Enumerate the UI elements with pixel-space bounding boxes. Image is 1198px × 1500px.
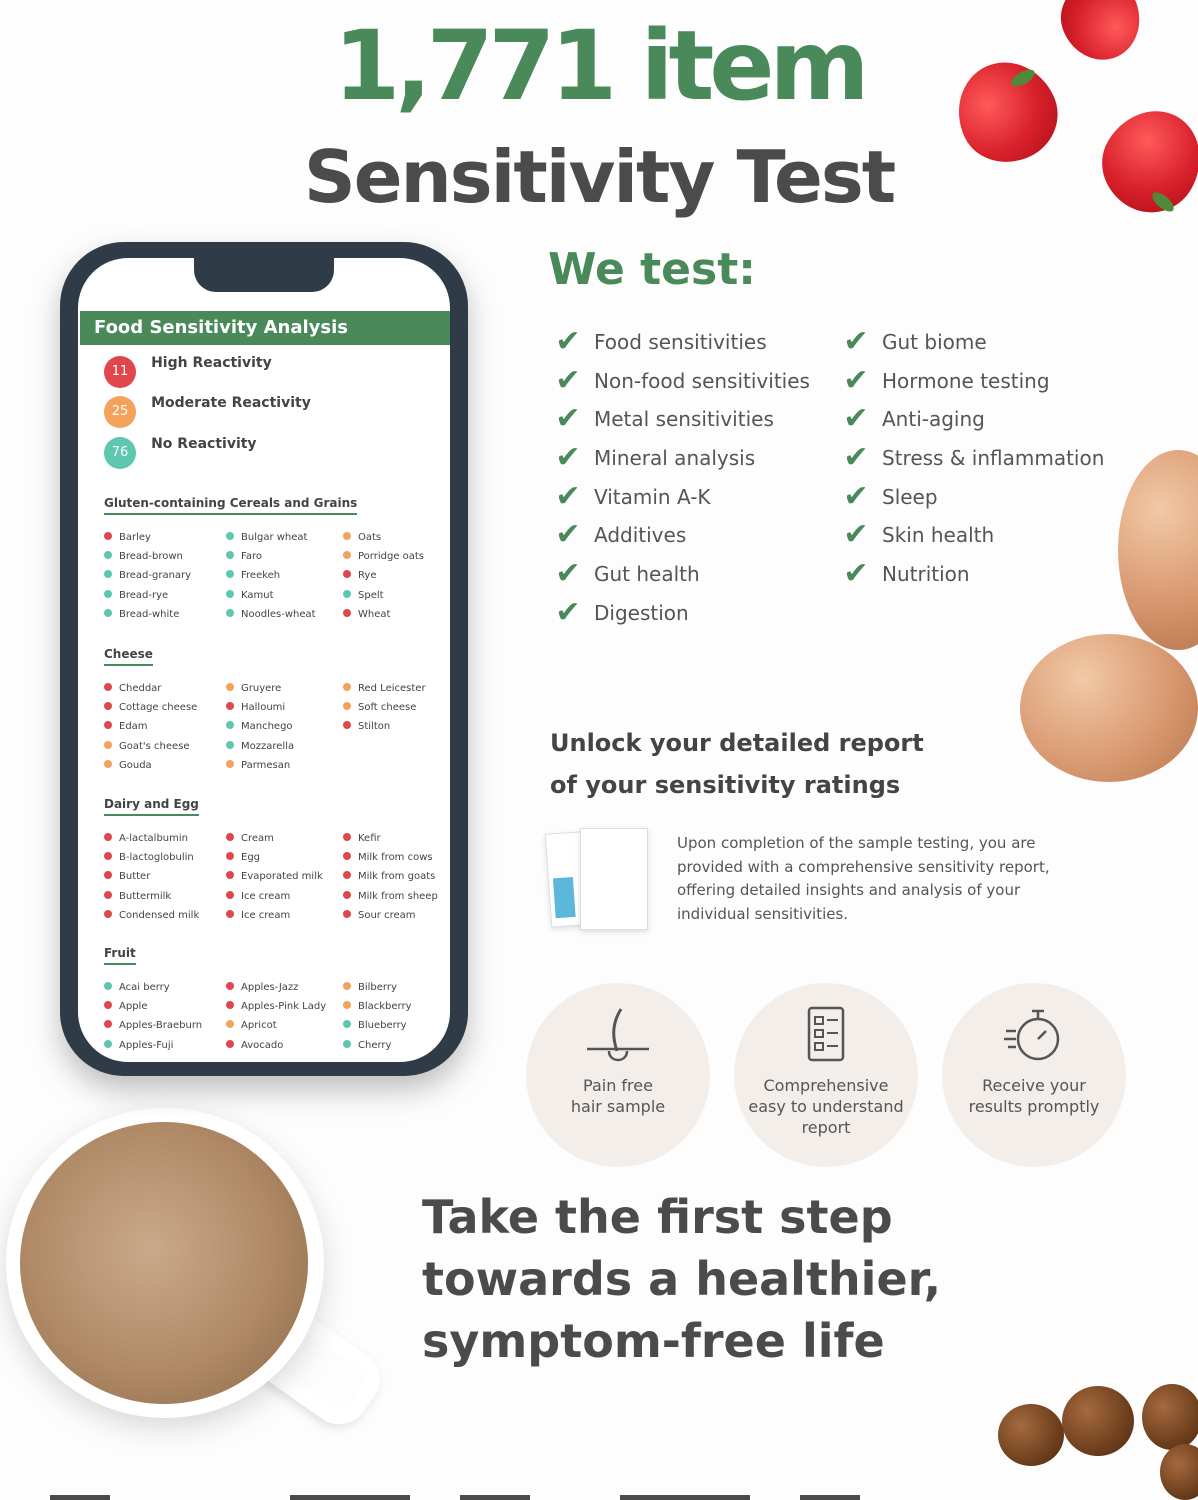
food-item-name: Kefir (358, 833, 381, 844)
food-item (343, 887, 438, 906)
food-item-name: Mozzarella (241, 740, 295, 752)
reactivity-dot (104, 683, 112, 691)
test-item (840, 516, 1104, 555)
hair-icon (526, 1005, 710, 1073)
cutoff-text-decoration (40, 1488, 880, 1500)
reactivity-dot (104, 532, 112, 540)
app-header: Food Sensitivity Analysis (80, 311, 450, 345)
food-item (226, 887, 290, 906)
reactivity-dot (226, 721, 234, 729)
report-description: Upon completion of the sample testing, you are provided with a comprehensive sensitivity report, offering detailed insights and analysis of your individual sensitivities. (677, 834, 1050, 923)
test-item (840, 478, 1104, 517)
food-item (104, 566, 191, 585)
reactivity-dot (343, 1020, 351, 1028)
food-item-name: Bilberry (358, 982, 397, 993)
food-item (343, 679, 426, 698)
reactivity-dot (343, 702, 351, 710)
high-reactivity-label: High Reactivity (151, 354, 272, 371)
feature-hair-sample (526, 983, 710, 1167)
reactivity-dot (226, 683, 234, 691)
food-item-name: Bread-rye (119, 589, 169, 601)
food-item (226, 1016, 277, 1035)
test-item-label: Hormone testing (882, 368, 1050, 393)
tagline-line-3: symptom-free life (422, 1314, 885, 1368)
food-item (226, 547, 262, 566)
food-item (343, 528, 381, 547)
reactivity-dot (104, 570, 112, 578)
food-item-name: Kamut (241, 589, 274, 601)
food-item (226, 679, 281, 698)
food-item (343, 829, 381, 848)
reactivity-dot (226, 982, 234, 990)
test-item-label: Metal sensitivities (594, 407, 774, 432)
food-item-name: Buttermilk (119, 890, 172, 902)
food-item (104, 997, 147, 1016)
food-item-name: Sour cream (358, 909, 416, 921)
reactivity-dot (343, 721, 351, 729)
food-item-name: Apples-Fuji (119, 1039, 174, 1051)
reactivity-dot (104, 741, 112, 749)
food-item-name: Rye (358, 570, 377, 582)
food-item (104, 1036, 173, 1055)
report-icon (734, 1005, 918, 1069)
food-item-name: Edam (119, 721, 148, 733)
reactivity-dot (104, 721, 112, 729)
food-item-name: Bread-granary (119, 570, 192, 582)
reactivity-dot (343, 609, 351, 617)
test-item (552, 594, 810, 633)
food-item-name: Stilton (358, 721, 391, 733)
food-item (104, 829, 188, 848)
headline-count: 1,771 item (333, 10, 865, 122)
food-item (104, 547, 183, 566)
test-item (840, 323, 1104, 362)
food-item (343, 978, 397, 997)
checkmark-icon: ✔ (555, 478, 581, 514)
checkmark-icon: ✔ (555, 556, 581, 592)
food-item-name: Apples-Braeburn (119, 1020, 203, 1032)
section-title: Fruit (104, 946, 136, 965)
test-item (840, 439, 1104, 478)
checkmark-icon: ✔ (843, 556, 869, 592)
food-item-name: Cream (241, 833, 274, 844)
egg-image (1118, 450, 1198, 650)
reactivity-dot (226, 760, 234, 768)
food-item (343, 1016, 407, 1035)
food-item-name: Gruyere (241, 683, 282, 694)
no-reactivity-label: No Reactivity (151, 435, 257, 452)
food-item-name: Noodles-wheat (241, 608, 316, 620)
we-test-title: We test: (548, 244, 756, 295)
reactivity-dot (104, 833, 112, 841)
food-item (104, 717, 148, 736)
report-thumbnail-image (546, 826, 650, 932)
test-item (552, 439, 810, 478)
test-item-label: Sleep (882, 484, 938, 509)
test-item-label: Nutrition (882, 562, 970, 587)
section-title: Dairy and Egg (104, 797, 199, 816)
reactivity-dot (226, 609, 234, 617)
test-item-label: Gut biome (882, 330, 987, 354)
reactivity-dot (226, 871, 234, 879)
feature-hair-text (536, 1075, 700, 1117)
food-item (343, 717, 390, 736)
food-item-name: Egg (241, 852, 261, 864)
food-item-name: Milk from cows (358, 852, 433, 864)
food-item-name: Butter (119, 871, 151, 883)
food-item-name: A-lactalbumin (119, 833, 189, 844)
food-item-name: Apricot (241, 1020, 277, 1032)
food-item (226, 997, 326, 1016)
food-item (104, 978, 170, 997)
food-item-name: Ice cream (241, 909, 291, 921)
food-item (226, 605, 316, 624)
test-item (552, 323, 810, 362)
test-item-label: Mineral analysis (594, 446, 756, 471)
reactivity-dot (226, 891, 234, 899)
reactivity-dot (343, 1040, 351, 1048)
egg-image (1020, 634, 1198, 782)
food-item (343, 547, 424, 566)
food-item (226, 737, 294, 756)
food-item (226, 829, 274, 848)
reactivity-dot (104, 982, 112, 990)
reactivity-dot (104, 702, 112, 710)
reactivity-dot (104, 910, 112, 918)
food-item (226, 528, 307, 547)
checkmark-icon: ✔ (843, 517, 869, 553)
food-item (104, 679, 161, 698)
food-item (226, 717, 293, 736)
reactivity-dot (343, 982, 351, 990)
food-item-name: Bulgar wheat (241, 532, 308, 543)
test-item-label: Non-food sensitivities (594, 368, 810, 393)
reactivity-dot (104, 871, 112, 879)
food-item (226, 906, 290, 925)
food-item (104, 528, 151, 547)
coffee-surface (20, 1122, 308, 1404)
reactivity-dot (226, 741, 234, 749)
food-item (343, 848, 433, 867)
food-item-name: Cherry (358, 1039, 392, 1051)
food-item-name: Blackberry (358, 1001, 412, 1013)
feature-report-text (744, 1075, 908, 1138)
checkmark-icon: ✔ (555, 594, 581, 630)
food-item-name: Porridge oats (358, 551, 425, 563)
food-item-name: Cheddar (119, 683, 162, 694)
food-item (104, 586, 168, 605)
tagline (422, 1186, 941, 1372)
no-reactivity-badge: 76 (104, 437, 136, 469)
food-item (343, 605, 390, 624)
headline-title: Sensitivity Test (303, 135, 895, 219)
food-item (104, 887, 171, 906)
food-item (226, 1036, 283, 1055)
food-item-name: Manchego (241, 721, 293, 733)
reactivity-dot (226, 532, 234, 540)
food-item-name: Cottage cheese (119, 702, 198, 714)
feature-report-line-3: report (801, 1118, 851, 1137)
food-item-name: Ice cream (241, 890, 291, 902)
checkmark-icon: ✔ (555, 517, 581, 553)
checkmark-icon: ✔ (843, 440, 869, 476)
reactivity-dot (104, 1020, 112, 1028)
unlock-heading (550, 722, 924, 806)
food-item-name: Barley (119, 532, 151, 543)
food-item-name: Evaporated milk (241, 871, 323, 883)
test-item (552, 516, 810, 555)
test-item (552, 400, 810, 439)
feature-results (942, 983, 1126, 1167)
tagline-line-2: towards a healthier, (422, 1252, 942, 1306)
reactivity-dot (226, 702, 234, 710)
reactivity-dot (343, 1001, 351, 1009)
reactivity-dot (104, 1001, 112, 1009)
food-item (104, 1016, 202, 1035)
food-item (226, 698, 285, 717)
food-sections (104, 0, 444, 1060)
food-item-name: Condensed milk (119, 909, 200, 921)
test-item-label: Food sensitivities (594, 330, 767, 354)
food-item (226, 566, 280, 585)
test-item (552, 555, 810, 594)
hazelnut-image (1160, 1444, 1198, 1500)
food-item-name: Red Leicester (358, 683, 426, 694)
food-item-name: Milk from goats (358, 871, 436, 883)
food-item (226, 867, 323, 886)
reactivity-dot (104, 1040, 112, 1048)
moderate-reactivity-label: Moderate Reactivity (151, 394, 311, 411)
checkmark-icon: ✔ (843, 324, 869, 359)
checkmark-icon: ✔ (555, 401, 581, 437)
hazelnut-image (1142, 1384, 1198, 1450)
food-item-name: Apples-Jazz (241, 982, 299, 993)
food-item-name: Wheat (358, 608, 391, 620)
test-item-label: Skin health (882, 523, 995, 548)
test-list-right (840, 323, 1104, 594)
test-item-label: Stress & inflammation (882, 446, 1105, 471)
feature-report-line-2: easy to understand (748, 1097, 904, 1116)
stopwatch-icon (942, 1005, 1126, 1069)
test-item-label: Gut health (594, 562, 700, 587)
food-item-name: Parmesan (241, 759, 291, 771)
hazelnut-image (998, 1404, 1064, 1466)
test-item-label: Vitamin A-K (594, 484, 711, 509)
test-item (840, 362, 1104, 401)
reactivity-dot (343, 910, 351, 918)
reactivity-dot (226, 551, 234, 559)
reactivity-dot (343, 570, 351, 578)
reactivity-dot (343, 683, 351, 691)
food-item (104, 698, 197, 717)
food-item (104, 848, 194, 867)
food-item (343, 997, 412, 1016)
unlock-line-2: of your sensitivity ratings (550, 771, 901, 799)
food-item-name: Faro (241, 551, 262, 563)
food-item (226, 848, 260, 867)
feature-results-text (952, 1075, 1116, 1117)
food-item-name: Freekeh (241, 570, 281, 582)
test-item-label: Digestion (594, 600, 689, 625)
reactivity-dot (343, 891, 351, 899)
feature-report-line-1: Comprehensive (763, 1076, 889, 1095)
food-item-name: Spelt (358, 589, 384, 601)
food-item-name: Goat's cheese (119, 740, 190, 752)
high-reactivity-badge: 11 (104, 356, 136, 388)
food-item-name: B-lactoglobulin (119, 852, 194, 864)
reactivity-dot (343, 590, 351, 598)
food-item (343, 698, 416, 717)
feature-report (734, 983, 918, 1167)
reactivity-dot (104, 891, 112, 899)
reactivity-dot (343, 833, 351, 841)
food-item (226, 756, 290, 775)
food-item-name: Avocado (241, 1039, 284, 1051)
test-item-label: Anti-aging (882, 407, 985, 432)
food-item-name: Bread-white (119, 608, 180, 620)
food-item (343, 1036, 391, 1055)
reactivity-dot (343, 532, 351, 540)
section-title: Cheese (104, 647, 153, 666)
food-item (343, 566, 376, 585)
food-item-name: Apple (119, 1001, 148, 1013)
unlock-line-1: Unlock your detailed report (550, 729, 924, 757)
reactivity-dot (343, 871, 351, 879)
test-item-label: Additives (594, 523, 687, 548)
food-item-name: Milk from sheep (358, 890, 438, 902)
reactivity-dot (226, 1020, 234, 1028)
reactivity-dot (226, 1040, 234, 1048)
food-item-name: Apples-Pink Lady (241, 1001, 327, 1013)
test-list-left (552, 323, 810, 633)
test-item (840, 555, 1104, 594)
food-item (226, 978, 298, 997)
feature-results-line-1: Receive your (982, 1076, 1086, 1095)
reactivity-dot (343, 852, 351, 860)
moderate-reactivity-badge: 25 (104, 396, 136, 428)
food-item (104, 605, 179, 624)
food-item-name: Bread-brown (119, 551, 183, 563)
feature-results-line-2: results promptly (968, 1097, 1100, 1116)
test-item (552, 478, 810, 517)
food-item (343, 586, 384, 605)
reactivity-dot (104, 590, 112, 598)
food-item-name: Acai berry (119, 982, 170, 993)
food-item (104, 756, 152, 775)
food-item (343, 906, 416, 925)
feature-hair-line-2: hair sample (570, 1097, 666, 1116)
test-item (840, 400, 1104, 439)
food-item (226, 586, 274, 605)
checkmark-icon: ✔ (843, 478, 869, 514)
reactivity-dot (343, 551, 351, 559)
food-item (104, 737, 190, 756)
feature-hair-line-1: Pain free (583, 1076, 653, 1095)
reactivity-dot (104, 551, 112, 559)
reactivity-dot (226, 1001, 234, 1009)
reactivity-dot (226, 833, 234, 841)
food-item-name: Blueberry (358, 1020, 407, 1032)
reactivity-dot (104, 760, 112, 768)
checkmark-icon: ✔ (555, 440, 581, 476)
tagline-line-1: Take the first step (422, 1190, 893, 1244)
reactivity-dot (226, 910, 234, 918)
checkmark-icon: ✔ (555, 362, 581, 398)
reactivity-dot (226, 590, 234, 598)
section-title: Gluten-containing Cereals and Grains (104, 496, 357, 515)
food-item (104, 906, 199, 925)
reactivity-dot (226, 570, 234, 578)
reactivity-dot (104, 852, 112, 860)
food-item-name: Halloumi (241, 702, 286, 714)
food-item (104, 867, 150, 886)
food-item-name: Gouda (119, 759, 152, 771)
reactivity-dot (104, 609, 112, 617)
hazelnut-image (1062, 1386, 1134, 1456)
checkmark-icon: ✔ (843, 362, 869, 398)
food-item-name: Oats (358, 532, 382, 543)
checkmark-icon: ✔ (843, 401, 869, 437)
checkmark-icon: ✔ (555, 324, 581, 359)
food-item (343, 867, 435, 886)
reactivity-dot (226, 852, 234, 860)
food-item-name: Soft cheese (358, 702, 417, 714)
test-item (552, 362, 810, 401)
